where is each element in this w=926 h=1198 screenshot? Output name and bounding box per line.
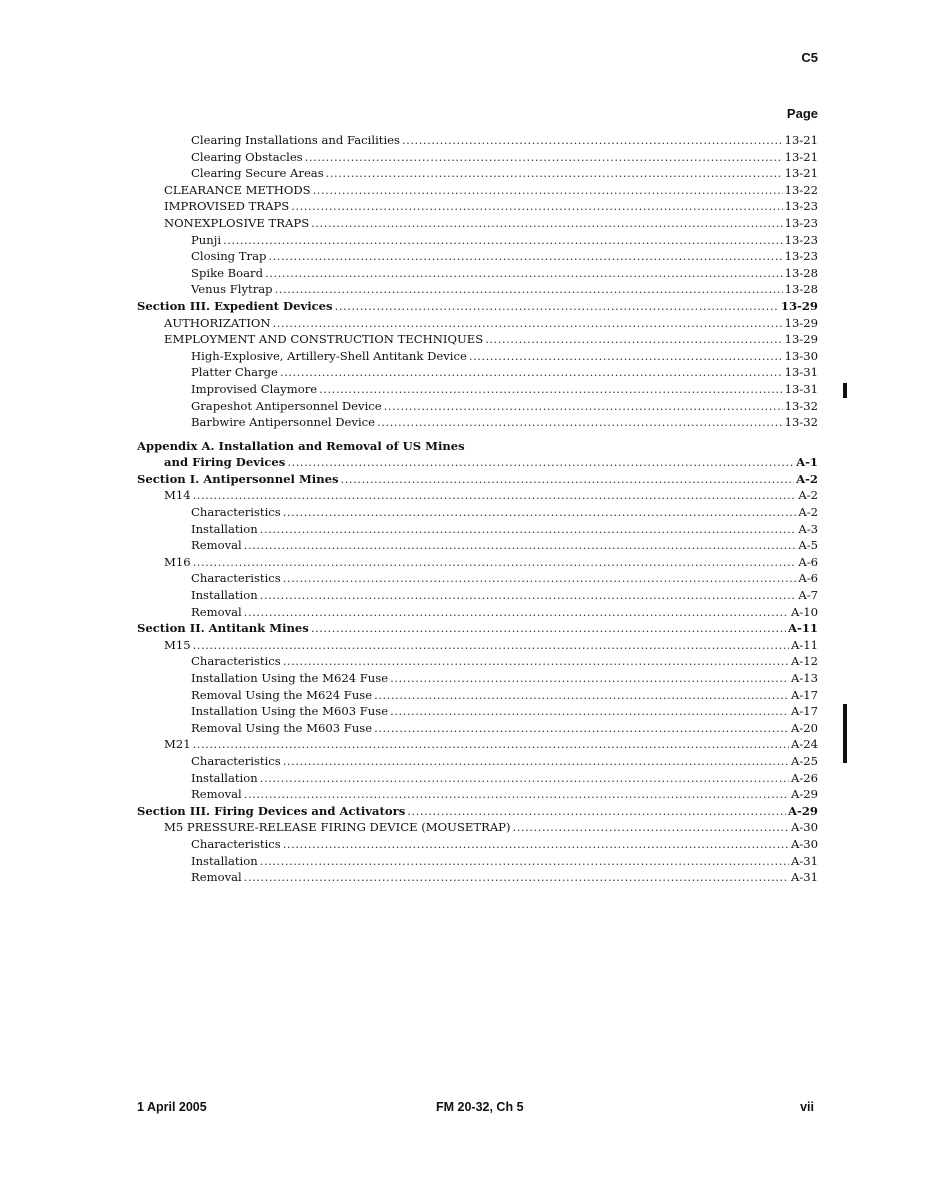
toc-entry-appendix-title[interactable] — [137, 438, 818, 455]
toc-entry-title: Installation — [191, 521, 258, 536]
dot-leader — [260, 521, 797, 538]
toc-entry-page: A-26 — [790, 770, 818, 785]
toc-entry-title: Removal Using the M603 Fuse — [191, 720, 373, 735]
toc-entry[interactable] — [137, 521, 818, 538]
toc-entry-page: A-13 — [790, 671, 818, 685]
toc-entry[interactable] — [137, 381, 818, 398]
toc-entry-title: Section I. Antipersonnel Mines — [137, 471, 339, 486]
toc-entry-title: Removal — [191, 604, 242, 619]
dot-leader — [223, 232, 783, 249]
change-bar — [843, 704, 847, 763]
dot-leader — [390, 703, 789, 720]
dot-leader — [407, 803, 786, 820]
dot-leader — [193, 736, 789, 753]
dot-leader — [193, 487, 797, 504]
toc-entry-title: Characteristics — [191, 654, 281, 669]
toc-entry-title: Section III. Firing Devices and Activators — [137, 803, 406, 818]
toc-entry-page: A-12 — [790, 654, 818, 669]
toc-entry-title: Section II. Antitank Mines — [137, 621, 309, 636]
toc-entry[interactable] — [137, 315, 818, 332]
toc-entry-page: A-2 — [796, 471, 818, 486]
toc-entry[interactable] — [137, 687, 818, 704]
toc-entry[interactable] — [137, 182, 818, 199]
toc-entry[interactable] — [137, 471, 818, 488]
toc-entry-page: A-2 — [798, 488, 818, 503]
toc-entry-title: Characteristics — [191, 753, 281, 768]
toc-entry-title: M16 — [164, 554, 191, 569]
toc-entry[interactable] — [137, 504, 818, 521]
toc-entry[interactable] — [137, 803, 818, 820]
dot-leader — [193, 637, 789, 654]
toc-entry[interactable] — [137, 637, 818, 654]
toc-entry-page: A-29 — [788, 803, 818, 818]
toc-entry-title: Section III. Expedient Devices — [137, 298, 333, 313]
toc-entry[interactable] — [137, 869, 818, 886]
toc-entry-page: A-24 — [790, 737, 818, 752]
dot-leader — [283, 653, 789, 670]
dot-leader — [313, 182, 783, 199]
toc-entry-title: Appendix A. Installation and Removal of US Mines — [137, 438, 465, 453]
dot-leader — [265, 265, 783, 282]
dot-leader — [341, 471, 795, 488]
toc-entry-page: 13-22 — [784, 182, 818, 197]
toc-entry-title: Removal — [191, 870, 242, 885]
toc-entry-title: M14 — [164, 488, 191, 503]
toc-entry-title: Installation Using the M624 Fuse — [191, 671, 389, 685]
toc-group-appendix-a — [137, 471, 818, 886]
toc-entry[interactable] — [137, 281, 818, 298]
toc-entry[interactable] — [137, 265, 818, 282]
toc-entry-page: 13-23 — [784, 199, 818, 214]
dot-leader — [311, 620, 786, 637]
toc-entry-page: 13-23 — [784, 215, 818, 230]
toc-entry-title: Installation — [191, 770, 258, 785]
toc-entry-title: Punji — [191, 232, 222, 247]
page-column-label: Page — [786, 106, 818, 121]
dot-leader — [326, 165, 783, 182]
dot-leader — [469, 348, 783, 365]
toc-entry-page: A-6 — [798, 571, 818, 586]
footer-publication: FM 20-32, Ch 5 — [436, 1100, 524, 1114]
toc-entry-appendix[interactable] — [137, 454, 818, 471]
toc-entry-page: A-7 — [798, 588, 818, 603]
toc-entry[interactable] — [137, 198, 818, 215]
dot-leader — [384, 398, 783, 415]
toc-entry[interactable] — [137, 331, 818, 348]
toc-entry-page: A-1 — [796, 455, 818, 470]
toc-entry-title: Installation — [191, 853, 258, 868]
toc-entry-page: A-30 — [790, 836, 818, 851]
dot-leader — [268, 248, 782, 265]
toc-entry-page: 13-21 — [784, 133, 818, 147]
toc-entry[interactable] — [137, 703, 818, 720]
toc-entry-page: 13-29 — [780, 298, 818, 313]
toc-entry[interactable] — [137, 670, 818, 687]
toc-entry-page: 13-32 — [784, 415, 818, 430]
toc-entry[interactable] — [137, 720, 818, 737]
toc-group-chapter-13 — [137, 132, 818, 431]
toc-entry-page: 13-23 — [784, 232, 818, 247]
toc-entry-title: Characteristics — [191, 836, 281, 851]
dot-leader — [193, 554, 797, 571]
toc-entry[interactable] — [137, 604, 818, 621]
toc-entry-title: Installation Using the M603 Fuse — [191, 704, 389, 719]
dot-leader — [283, 504, 797, 521]
toc-entry-page: 13-28 — [784, 282, 818, 297]
dot-leader — [374, 720, 789, 737]
toc-entry-title: Improvised Claymore — [191, 381, 318, 396]
toc-entry[interactable] — [137, 348, 818, 365]
dot-leader — [283, 570, 797, 587]
toc-entry-page: 13-31 — [784, 381, 818, 396]
dot-leader — [305, 149, 783, 166]
toc-entry-title: High-Explosive, Artillery-Shell Antitank Device — [191, 348, 467, 363]
dot-leader — [273, 315, 783, 332]
toc-entry[interactable] — [137, 248, 818, 265]
toc-entry-page: A-10 — [790, 604, 818, 619]
toc-entry-page: 13-30 — [784, 348, 818, 363]
dot-leader — [280, 364, 783, 381]
toc-entry[interactable] — [137, 853, 818, 870]
dot-leader — [291, 198, 782, 215]
toc-entry-page: A-5 — [798, 538, 818, 553]
dot-leader — [402, 132, 783, 149]
toc-entry-page: A-25 — [790, 753, 818, 768]
toc-entry-page: A-3 — [798, 521, 818, 536]
toc-entry-page: A-17 — [790, 704, 818, 719]
toc-entry[interactable] — [137, 232, 818, 249]
toc-entry-title: Clearing Installations and Facilities — [191, 133, 400, 147]
dot-leader — [390, 670, 789, 687]
toc-entry-title: Barbwire Antipersonnel Device — [191, 415, 376, 430]
dot-leader — [287, 454, 794, 471]
dot-leader — [485, 331, 782, 348]
toc-entry[interactable] — [137, 364, 818, 381]
toc-entry[interactable] — [137, 537, 818, 554]
toc-entry-page: 13-31 — [784, 365, 818, 380]
dot-leader — [244, 869, 789, 886]
toc-entry[interactable] — [137, 398, 818, 415]
toc-entry-title: IMPROVISED TRAPS — [164, 199, 290, 214]
toc-entry-title: Clearing Obstacles — [191, 149, 303, 164]
toc-entry-page: A-20 — [790, 720, 818, 735]
toc-entry-title: Installation — [191, 588, 258, 603]
toc-entry-title: NONEXPLOSIVE TRAPS — [164, 215, 310, 230]
toc-entry-title: Characteristics — [191, 505, 281, 520]
footer-date: 1 April 2005 — [137, 1100, 207, 1114]
toc-entry-page: 13-21 — [784, 166, 818, 181]
toc-entry[interactable] — [137, 653, 818, 670]
dot-leader — [244, 537, 797, 554]
toc-entry-page: 13-28 — [784, 265, 818, 280]
toc-entry-page: A-29 — [790, 787, 818, 802]
toc-entry-page: A-17 — [790, 687, 818, 702]
toc-entry[interactable] — [137, 736, 818, 753]
toc-entry-page: A-30 — [790, 820, 818, 835]
toc-entry-title: EMPLOYMENT AND CONSTRUCTION TECHNIQUES — [164, 332, 484, 347]
toc-entry-title: Closing Trap — [191, 249, 267, 264]
toc-entry[interactable] — [137, 132, 818, 149]
toc-entry-title: CLEARANCE METHODS — [164, 182, 311, 197]
toc-entry[interactable] — [137, 298, 818, 315]
toc-entry[interactable] — [137, 215, 818, 232]
toc-entry-page: 13-32 — [784, 398, 818, 413]
toc-entry-title: M21 — [164, 737, 191, 752]
toc-entry[interactable] — [137, 770, 818, 787]
dot-leader — [275, 281, 783, 298]
dot-leader — [513, 819, 789, 836]
change-bar — [843, 383, 847, 398]
dot-leader — [319, 381, 782, 398]
toc-entry[interactable] — [137, 554, 818, 571]
toc-entry[interactable] — [137, 819, 818, 836]
toc-entry-title: and Firing Devices — [164, 455, 286, 470]
dot-leader — [374, 687, 789, 704]
toc-entry-title: Removal Using the M624 Fuse — [191, 687, 373, 702]
dot-leader — [311, 215, 782, 232]
toc-entry-title: Platter Charge — [191, 365, 278, 380]
toc-entry-title: Venus Flytrap — [191, 282, 273, 297]
toc-entry[interactable] — [137, 753, 818, 770]
toc-entry-page: A-6 — [798, 554, 818, 569]
toc-entry-title: Removal — [191, 787, 242, 802]
toc-entry[interactable] — [137, 165, 818, 182]
toc-entry-page: A-11 — [790, 637, 818, 652]
toc-entry[interactable] — [137, 149, 818, 166]
toc-entry-page: 13-29 — [784, 315, 818, 330]
toc-entry-page: A-11 — [788, 621, 818, 636]
toc-entry-title: Grapeshot Antipersonnel Device — [191, 398, 382, 413]
toc-entry[interactable] — [137, 836, 818, 853]
toc-entry-title: Removal — [191, 538, 242, 553]
toc-entry-title: M15 — [164, 637, 191, 652]
toc-entry-page: A-31 — [790, 870, 818, 885]
dot-leader — [260, 587, 797, 604]
dot-leader — [283, 753, 789, 770]
toc-entry-title: M5 PRESSURE-RELEASE FIRING DEVICE (MOUSETRAP) — [164, 820, 511, 835]
toc-entry[interactable] — [137, 487, 818, 504]
toc-entry-title: Clearing Secure Areas — [191, 166, 324, 181]
spacer — [137, 431, 818, 438]
dot-leader — [335, 298, 779, 315]
toc-entry-page: 13-21 — [784, 149, 818, 164]
toc-entry[interactable] — [137, 786, 818, 803]
dot-leader — [244, 786, 789, 803]
dot-leader — [283, 836, 789, 853]
footer-page-number: vii — [800, 1100, 814, 1114]
toc-entry[interactable] — [137, 414, 818, 431]
toc-entry-page: 13-29 — [784, 332, 818, 347]
toc-entry[interactable] — [137, 570, 818, 587]
toc-entry-page: A-2 — [798, 505, 818, 520]
dot-leader — [244, 604, 789, 621]
toc-entry[interactable] — [137, 620, 818, 637]
dot-leader — [377, 414, 783, 431]
toc-entry-page: 13-23 — [784, 249, 818, 264]
table-of-contents — [137, 132, 818, 886]
toc-entry[interactable] — [137, 587, 818, 604]
toc-entry-page: A-31 — [790, 853, 818, 868]
toc-entry-title: AUTHORIZATION — [164, 315, 271, 330]
dot-leader — [260, 853, 789, 870]
change-number: C5 — [801, 50, 818, 65]
dot-leader — [260, 770, 789, 787]
toc-entry-title: Spike Board — [191, 265, 264, 280]
toc-entry-title: Characteristics — [191, 571, 281, 586]
